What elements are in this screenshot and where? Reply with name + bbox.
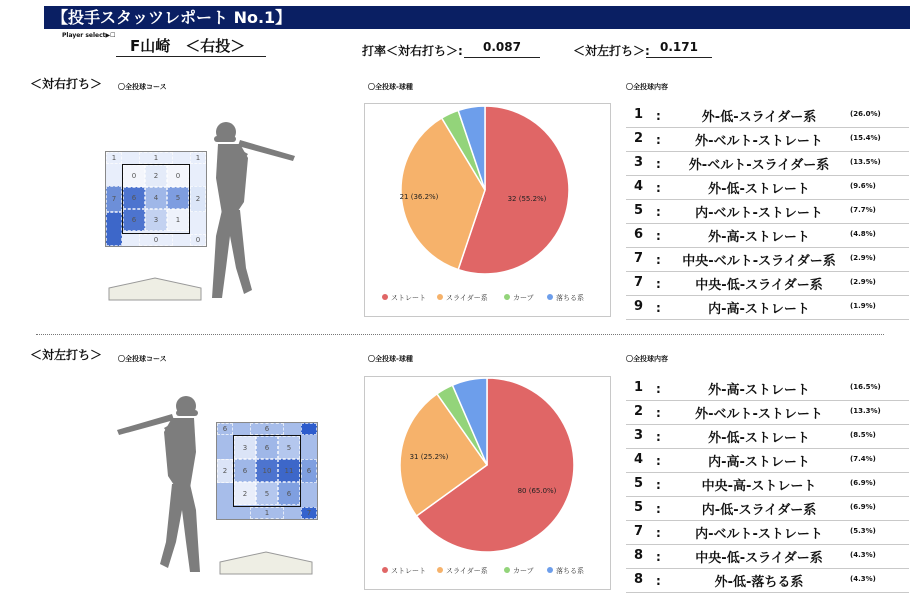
ranking-row	[626, 128, 909, 152]
ranking-percent: (6.9%)	[850, 503, 876, 511]
zone-cell: 5	[167, 187, 189, 209]
ranking-number: 3	[634, 155, 644, 170]
list-title: 〇全投球内容	[626, 83, 668, 91]
ranking-percent: (6.9%)	[850, 479, 876, 487]
ranking-colon: :	[656, 382, 661, 396]
ranking-row	[626, 473, 909, 497]
ranking-number: 4	[634, 452, 644, 467]
legend-label: 落ちる系	[556, 567, 584, 575]
ranking-colon: :	[656, 109, 661, 123]
zone-cell: 0	[167, 165, 189, 187]
legend-swatch	[437, 294, 443, 300]
avg-vs-left-label: ＜対左打ち＞:	[573, 44, 650, 58]
ranking-number: 7	[634, 275, 644, 290]
zone-cell: 0	[190, 234, 206, 246]
ranking-number: 2	[634, 404, 644, 419]
legend-label: スライダー系	[446, 567, 488, 575]
page-title: 【投手スタッツレポート No.1】	[52, 8, 292, 27]
ranking-percent: (2.9%)	[850, 254, 876, 262]
zone-cell: 1	[139, 152, 173, 164]
ranking-pitch: 内-ベルト-ストレート	[695, 527, 823, 542]
ranking-colon: :	[656, 229, 661, 243]
ranking-number: 7	[634, 524, 644, 539]
section-label-vs-right: ＜対右打ち＞	[30, 77, 103, 91]
ranking-row	[626, 224, 909, 248]
ranking-percent: (1.9%)	[850, 302, 876, 310]
strike-zone	[122, 164, 190, 234]
pie-data-label: 80 (65.0%)	[517, 487, 557, 495]
ranking-colon: :	[656, 133, 661, 147]
avg-vs-right-value: 0.087	[464, 40, 540, 58]
section-label-vs-left: ＜対左打ち＞	[30, 348, 103, 362]
ranking-row	[626, 200, 909, 224]
ranking-row	[626, 152, 909, 176]
ranking-row	[626, 449, 909, 473]
avg-vs-right-label: 打率＜対右打ち＞:	[362, 44, 463, 58]
zone-cell: 0	[123, 165, 145, 187]
ranking-pitch: 内-ベルト-ストレート	[695, 206, 823, 221]
ranking-number: 5	[634, 203, 644, 218]
ranking-percent: (5.3%)	[850, 527, 876, 535]
legend-label: スライダー系	[446, 294, 488, 302]
pie-chart	[365, 377, 610, 589]
player-select-label[interactable]: Player select▶☐	[62, 32, 116, 39]
ranking-pitch: 外-低-落ちる系	[714, 575, 804, 590]
ranking-row	[626, 248, 909, 272]
zone-cell: 6	[250, 423, 284, 435]
legend-label: 落ちる系	[556, 294, 584, 302]
ranking-percent: (9.6%)	[850, 182, 876, 190]
pie-data-label: 21 (36.2%)	[399, 193, 439, 201]
ranking-pitch: 外-ベルト-ストレート	[695, 134, 823, 149]
ranking-number: 8	[634, 572, 644, 587]
ranking-number: 2	[634, 131, 644, 146]
pie-title: 〇全投球-球種	[368, 83, 413, 91]
ranking-pitch: 外-ベルト-ストレート	[695, 407, 823, 422]
legend-swatch	[382, 567, 388, 573]
ranking-percent: (13.5%)	[850, 158, 881, 166]
ranking-row	[626, 425, 909, 449]
zone-cell: 1	[106, 152, 122, 164]
zone-cell: 11	[278, 459, 300, 482]
ranking-number: 9	[634, 299, 644, 314]
legend-label: ストレート	[391, 567, 426, 575]
list-title: 〇全投球内容	[626, 355, 668, 363]
ranking-number: 1	[634, 380, 644, 395]
zone-cell: 6	[123, 187, 145, 209]
ranking-row	[626, 272, 909, 296]
legend-label: カーブ	[513, 294, 534, 302]
ranking-number: 5	[634, 500, 644, 515]
ranking-pitch: 中央-低-スライダー系	[695, 551, 823, 566]
ranking-row	[626, 296, 909, 320]
strike-zone-grid	[105, 151, 207, 247]
ranking-number: 1	[634, 107, 644, 122]
zone-cell	[106, 212, 122, 246]
ranking-row	[626, 104, 909, 128]
zone-cell: 2	[234, 482, 256, 505]
ranking-colon: :	[656, 406, 661, 420]
ranking-colon: :	[656, 574, 661, 588]
ranking-colon: :	[656, 526, 661, 540]
ranking-colon: :	[656, 205, 661, 219]
batter-silhouette-icon	[200, 118, 300, 303]
zone-cell: 6	[234, 459, 256, 482]
avg-vs-left-value: 0.171	[646, 40, 712, 58]
ranking-row	[626, 521, 909, 545]
ranking-percent: (7.4%)	[850, 455, 876, 463]
pie-chart	[365, 104, 610, 316]
pie-data-label: 32 (55.2%)	[507, 195, 547, 203]
ranking-pitch: 外-低-ストレート	[708, 182, 810, 197]
legend-swatch	[547, 567, 553, 573]
ranking-row	[626, 569, 909, 593]
home-plate	[108, 276, 203, 302]
zone-cell: 3	[234, 436, 256, 459]
ranking-percent: (7.7%)	[850, 206, 876, 214]
ranking-number: 8	[634, 548, 644, 563]
legend-swatch	[437, 567, 443, 573]
ranking-row	[626, 176, 909, 200]
ranking-number: 5	[634, 476, 644, 491]
zone-cell: 6	[278, 482, 300, 505]
ranking-colon: :	[656, 157, 661, 171]
ranking-pitch: 内-高-ストレート	[708, 302, 810, 317]
zone-cell: 2	[217, 459, 233, 483]
zone-cell: 1	[250, 507, 284, 519]
ranking-pitch: 外-低-スライダー系	[701, 110, 817, 125]
pie-chart-card	[364, 103, 611, 317]
zone-cell: 10	[256, 459, 278, 482]
ranking-percent: (4.3%)	[850, 575, 876, 583]
ranking-percent: (4.8%)	[850, 230, 876, 238]
legend-swatch	[547, 294, 553, 300]
zone-cell: 6	[123, 209, 145, 231]
zone-cell: 2	[145, 165, 167, 187]
ranking-number: 6	[634, 227, 644, 242]
ranking-colon: :	[656, 478, 661, 492]
ranking-pitch: 中央-ベルト-スライダー系	[682, 254, 836, 269]
ranking-colon: :	[656, 277, 661, 291]
ranking-pitch: 外-ベルト-スライダー系	[688, 158, 830, 173]
ranking-pitch: 中央-高-ストレート	[701, 479, 817, 494]
ranking-number: 3	[634, 428, 644, 443]
ranking-percent: (4.3%)	[850, 551, 876, 559]
ranking-colon: :	[656, 502, 661, 516]
ranking-pitch: 内-高-ストレート	[708, 455, 810, 470]
ranking-pitch: 外-低-ストレート	[708, 431, 810, 446]
ranking-pitch: 外-高-ストレート	[708, 383, 810, 398]
ranking-percent: (15.4%)	[850, 134, 881, 142]
ranking-row	[626, 401, 909, 425]
zone-cell: 6	[256, 436, 278, 459]
home-plate	[219, 550, 314, 576]
ranking-percent: (2.9%)	[850, 278, 876, 286]
strike-zone-grid	[216, 422, 318, 520]
ranking-percent: (16.5%)	[850, 383, 881, 391]
legend-swatch	[504, 294, 510, 300]
ranking-row	[626, 497, 909, 521]
zone-cell: 3	[145, 209, 167, 231]
ranking-number: 4	[634, 179, 644, 194]
zone-cell: 5	[256, 482, 278, 505]
zone-cell: 6	[301, 459, 317, 483]
ranking-row	[626, 545, 909, 569]
pie-data-label: 31 (25.2%)	[409, 453, 449, 461]
zone-cell: 6	[217, 423, 233, 435]
ranking-pitch: 内-低-スライダー系	[701, 503, 817, 518]
ranking-row	[626, 377, 909, 401]
ranking-percent: (8.5%)	[850, 431, 876, 439]
ranking-number: 7	[634, 251, 644, 266]
ranking-colon: :	[656, 550, 661, 564]
ranking-pitch: 外-高-ストレート	[708, 230, 810, 245]
zone-cell: 1	[190, 152, 206, 164]
pie-title: 〇全投球-球種	[368, 355, 413, 363]
ranking-pitch: 中央-低-スライダー系	[695, 278, 823, 293]
zone-cell: 2	[190, 186, 206, 212]
course-title: 〇全投球コース	[118, 83, 167, 91]
ranking-colon: :	[656, 181, 661, 195]
ranking-percent: (13.3%)	[850, 407, 881, 415]
zone-cell: 1	[167, 209, 189, 231]
section-divider	[36, 334, 884, 335]
legend-label: カーブ	[513, 567, 534, 575]
ranking-percent: (26.0%)	[850, 110, 881, 118]
ranking-colon: :	[656, 430, 661, 444]
ranking-colon: :	[656, 454, 661, 468]
batter-silhouette-icon	[112, 392, 212, 577]
course-title: 〇全投球コース	[118, 355, 167, 363]
ranking-colon: :	[656, 253, 661, 267]
zone-cell	[301, 423, 317, 435]
legend-swatch	[382, 294, 388, 300]
pie-chart-card	[364, 376, 611, 590]
strike-zone	[233, 435, 301, 507]
zone-cell: 7	[301, 507, 317, 519]
zone-cell: 4	[145, 187, 167, 209]
pitcher-name[interactable]: F山崎 ＜右投＞	[116, 35, 266, 57]
ranking-colon: :	[656, 301, 661, 315]
legend-swatch	[504, 567, 510, 573]
legend-label: ストレート	[391, 294, 426, 302]
zone-cell: 7	[106, 186, 122, 212]
zone-cell: 0	[139, 234, 173, 246]
zone-cell: 5	[278, 436, 300, 459]
